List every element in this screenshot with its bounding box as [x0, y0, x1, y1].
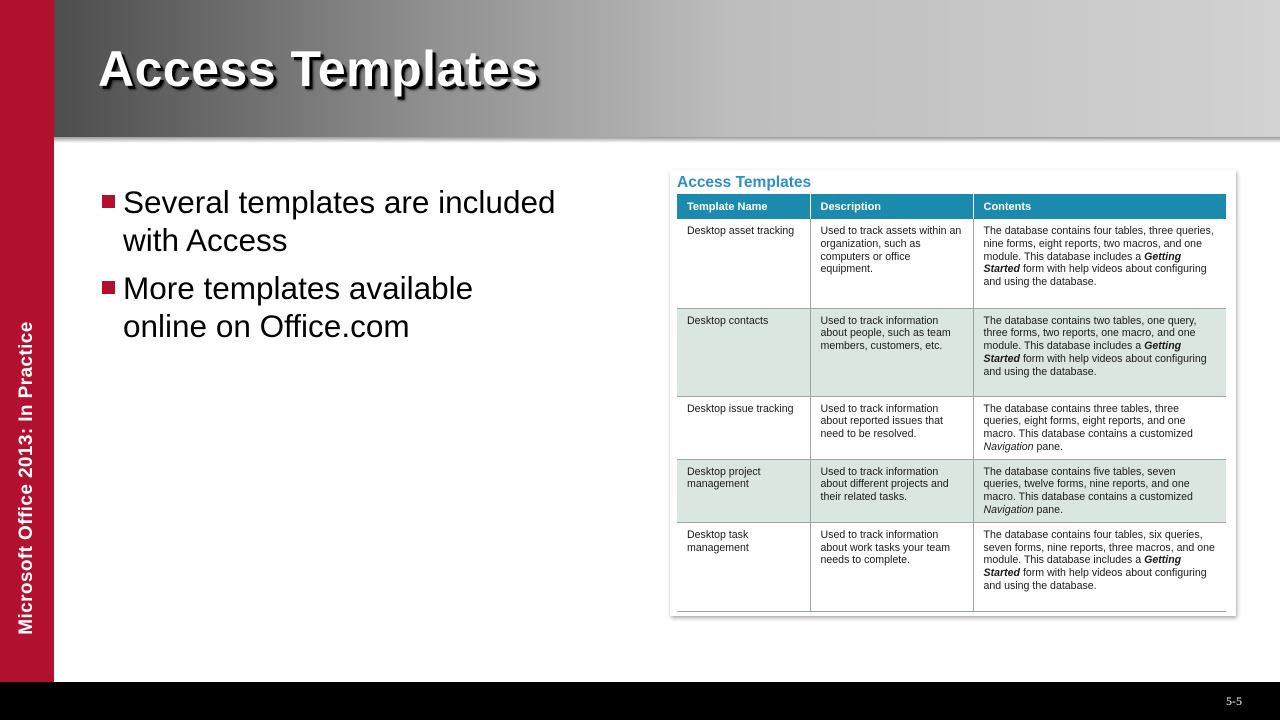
contents-text: The database contains four tables, three queries, nine forms, eight reports, two macros, and one module. This database includes a — [983, 225, 1214, 263]
template-name-cell: Desktop project management — [677, 459, 810, 522]
page-number: 5-5 — [1226, 694, 1242, 708]
contents-cell — [973, 522, 1226, 611]
contents-text: The database contains four tables, six queries, seven forms, nine reports, three macros, and one module. This database includes a — [983, 528, 1215, 567]
course-title: Microsoft Office 2013: In Practice — [16, 321, 37, 635]
table-row — [677, 396, 1226, 459]
bullet-text: Several templates are included with Access — [123, 184, 556, 258]
column-header-description: Description — [810, 194, 973, 219]
template-name-cell: Desktop issue tracking — [677, 396, 810, 459]
table-row — [677, 459, 1226, 522]
page-title: Access Templates — [98, 41, 539, 97]
contents-text: form with help videos about configuring and using the database. — [983, 567, 1207, 593]
header-shadow — [54, 137, 1280, 143]
square-bullet-icon — [102, 281, 115, 294]
contents-text: The database contains two tables, one query, three forms, two reports, one macro, and one module. This database includes a — [983, 314, 1197, 353]
table-row — [677, 219, 1226, 308]
contents-cell — [973, 459, 1226, 522]
template-name-cell: Desktop asset tracking — [677, 219, 810, 308]
square-bullet-icon — [102, 195, 115, 208]
contents-text: form with help videos about configuring and using the database. — [983, 263, 1207, 289]
description-cell: Used to track information about people, such as team members, customers, etc. — [810, 308, 973, 396]
table-row — [677, 522, 1226, 611]
contents-cell — [973, 396, 1226, 459]
bullet-item — [102, 183, 562, 259]
description-cell: Used to track information about reported issues that need to be resolved. — [810, 396, 973, 459]
contents-emphasis: Navigation — [983, 440, 1034, 453]
contents-text: pane. — [1033, 440, 1064, 453]
template-name-cell: Desktop contacts — [677, 308, 810, 396]
contents-text: pane. — [1033, 504, 1064, 517]
contents-text: The database contains five tables, seven queries, twelve forms, nine reports, and one macro. This database contains a customized — [983, 465, 1193, 504]
contents-emphasis: Getting Started — [983, 554, 1182, 580]
contents-cell — [973, 219, 1226, 308]
description-cell: Used to track assets within an organization, such as computers or office equipment. — [810, 219, 973, 308]
templates-table-figure — [670, 170, 1236, 616]
table-row — [677, 308, 1226, 396]
contents-emphasis: Getting Started — [983, 250, 1182, 276]
template-name-cell: Desktop task management — [677, 522, 810, 611]
contents-text: The database contains three tables, three queries, eight forms, eight reports, and one macro. This database contains a customized — [983, 402, 1193, 441]
description-cell: Used to track information about work tasks your team needs to complete. — [810, 522, 973, 611]
contents-cell — [973, 308, 1226, 396]
description-cell: Used to track information about different projects and their related tasks. — [810, 459, 973, 522]
sidebar — [0, 0, 54, 682]
contents-emphasis: Getting Started — [983, 340, 1182, 365]
footer-bar — [0, 682, 1280, 720]
table-caption: Access Templates — [677, 174, 812, 191]
contents-text: form with help videos about configuring and using the database. — [983, 352, 1207, 378]
contents-emphasis: Navigation — [983, 504, 1034, 517]
table-header-row — [677, 194, 1226, 219]
column-header-contents: Contents — [973, 194, 1226, 219]
bullet-list — [102, 183, 562, 355]
bullet-text: More templates available online on Office.com — [123, 270, 474, 344]
column-header-template-name: Template Name — [677, 194, 810, 219]
bullet-item — [102, 269, 562, 345]
templates-table — [677, 194, 1226, 612]
